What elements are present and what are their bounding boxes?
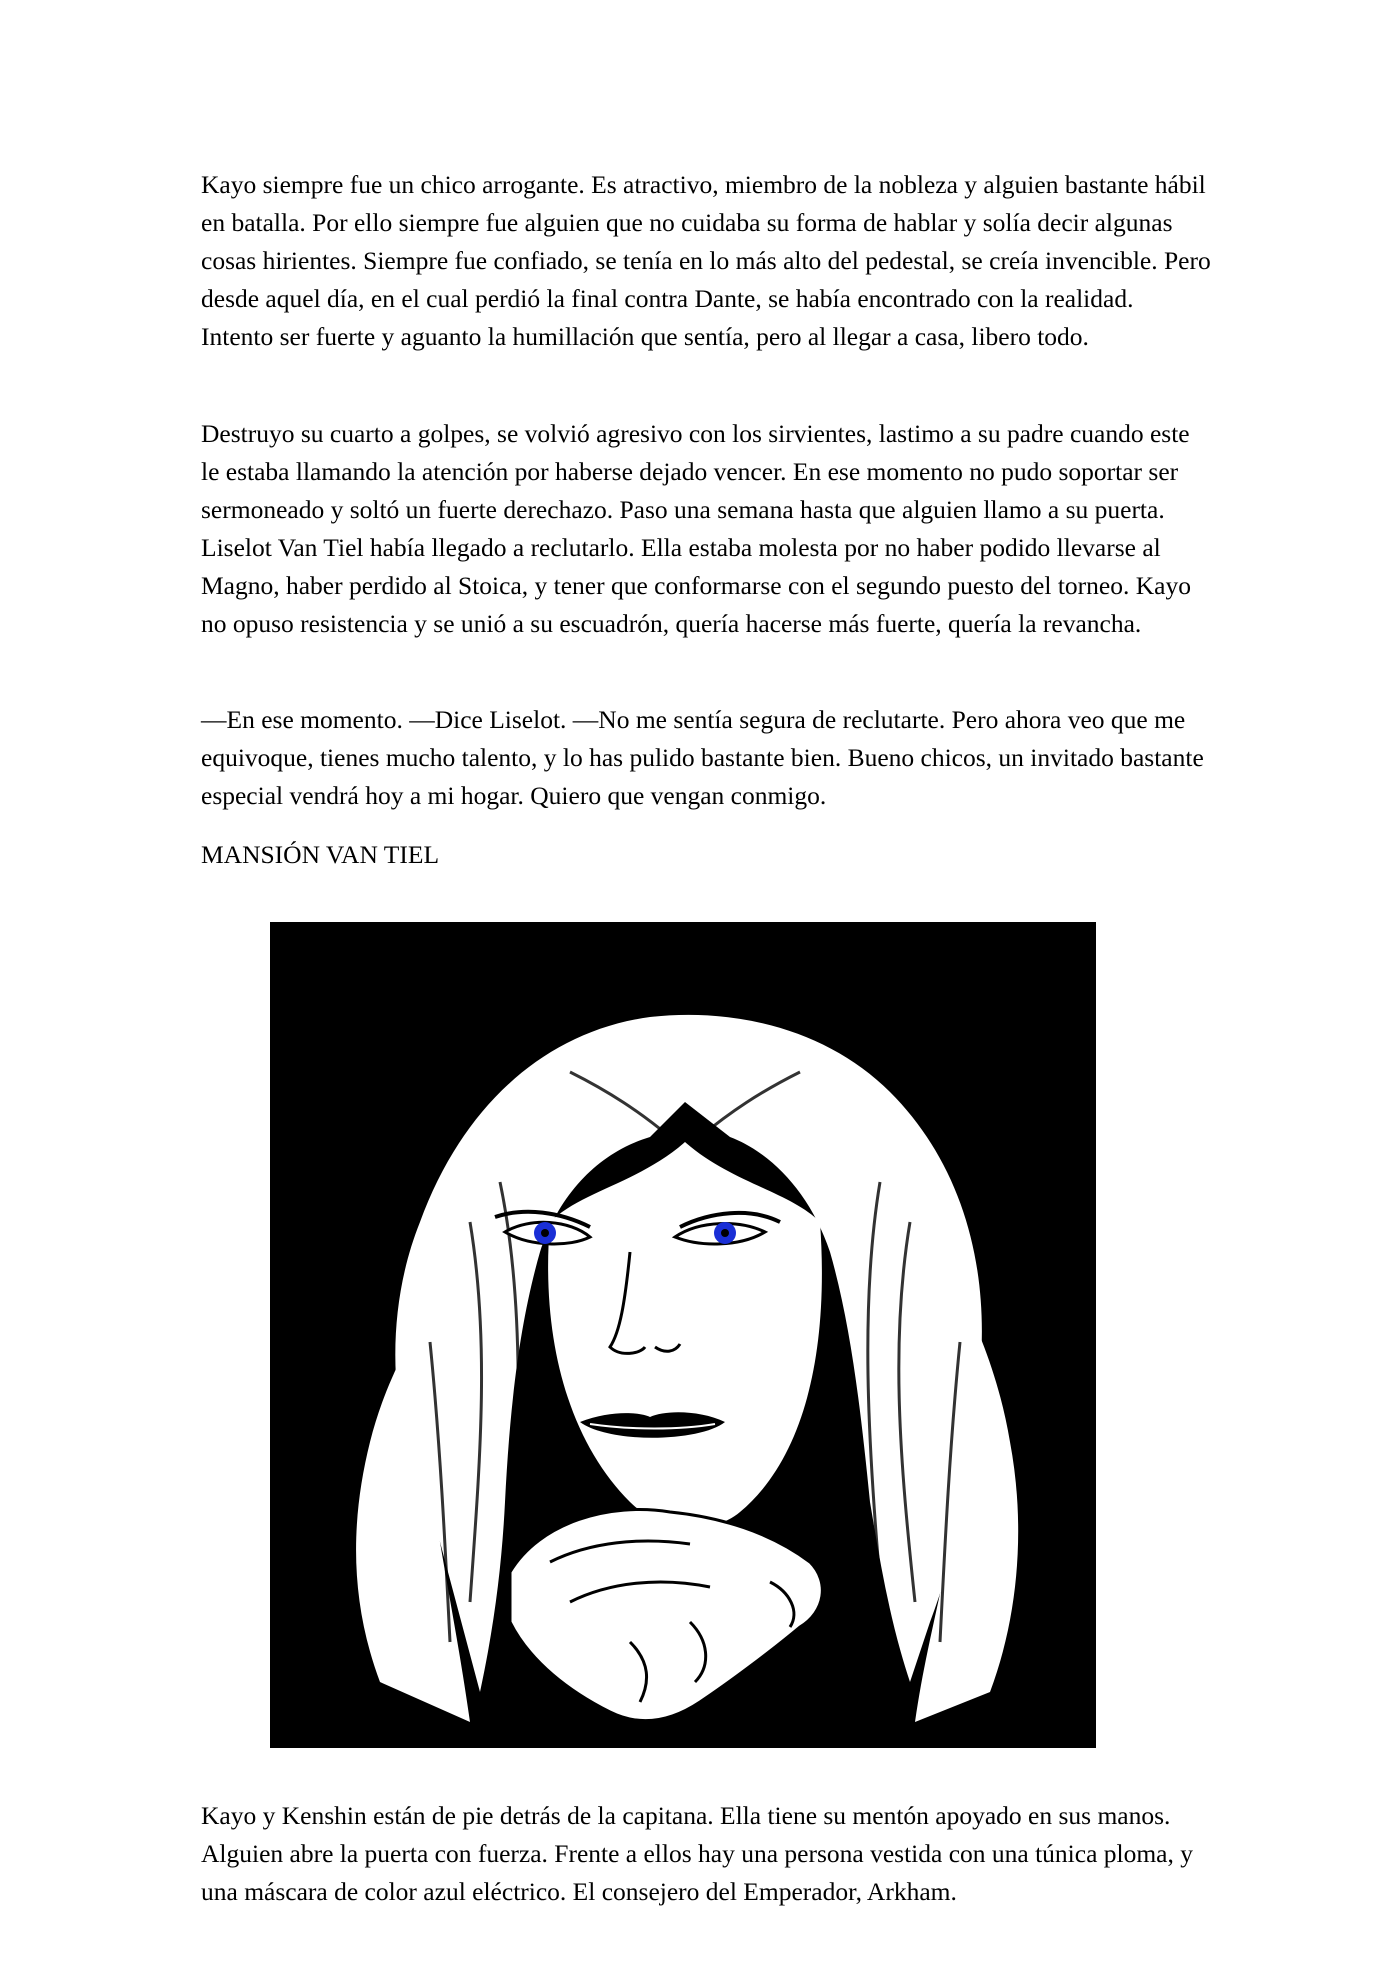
section-heading: MANSIÓN VAN TIEL — [201, 840, 440, 869]
portrait-illustration — [270, 922, 1096, 1748]
paragraph-liselot-dialogue: —En ese momento. —Dice Liselot. —No me sentía segura de reclutarte. Pero ahora veo que me equivoque, tienes mucho talento, y lo has pulido bastante bien. Bueno chicos, un invitado bastante especial vendrá hoy a mi hogar. Quiero que vengan conmigo. — [201, 705, 1204, 810]
paragraph-arkham-arrival: Kayo y Kenshin están de pie detrás de la capitana. Ella tiene su mentón apoyado en sus manos. Alguien abre la puerta con fuerza. Frente a ellos hay una persona vestida con una túnica ploma, y una máscara de color azul eléctrico. El consejero del Emperador, Arkham. — [201, 1801, 1193, 1906]
paragraph-recruitment: Destruyo su cuarto a golpes, se volvió agresivo con los sirvientes, lastimo a su padre cuando este le estaba llamando la atención por haberse dejado vencer. En ese momento no pudo soportar ser sermoneado y soltó un fuerte derechazo. Paso una semana hasta que alguien llamo a su puerta. Liselot Van Tiel había llegado a reclutarlo. Ella estaba molesta por no haber podido llevarse al Magno, haber perdido al Stoica, y tener que conformarse con el segundo puesto del torneo. Kayo no opuso resistencia y se unió a su escuadrón, quería hacerse más fuerte, quería la revancha. — [201, 419, 1191, 638]
portrait-drawing — [270, 922, 1096, 1748]
paragraph-kayo-arrogance: Kayo siempre fue un chico arrogante. Es atractivo, miembro de la nobleza y alguien bastante hábil en batalla. Por ello siempre fue alguien que no cuidaba su forma de hablar y solía decir algunas cosas hirientes. Siempre fue confiado, se tenía en lo más alto del pedestal, se creía invencible. Pero desde aquel día, en el cual perdió la final contra Dante, se había encontrado con la realidad. Intento ser fuerte y aguanto la humillación que sentía, pero al llegar a casa, libero todo. — [201, 170, 1211, 351]
